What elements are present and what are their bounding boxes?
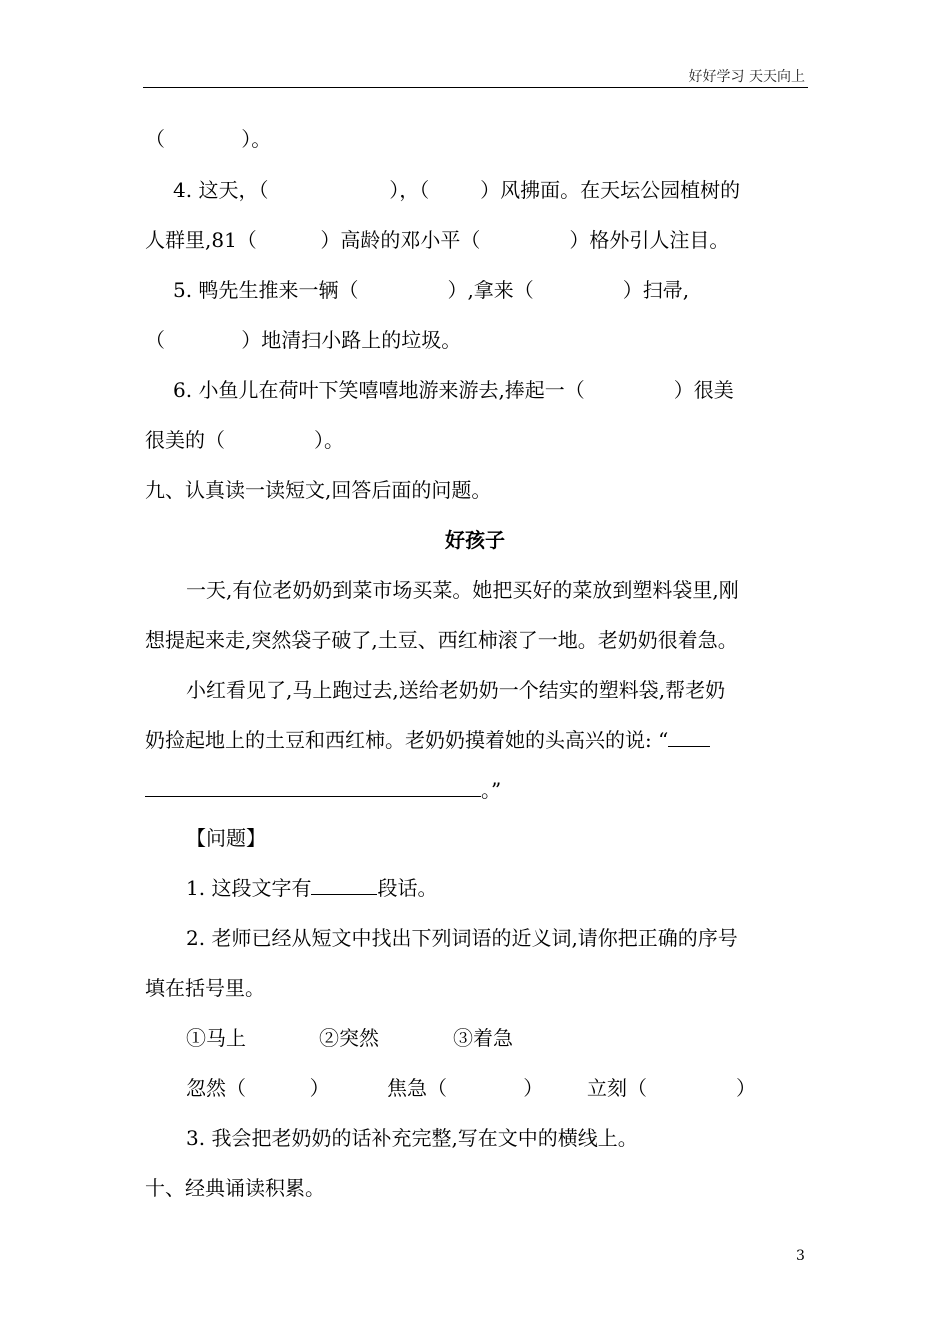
page-number: 3 <box>796 1248 805 1264</box>
passage-p2-line-1: 小红看见了,马上跑过去,送给老奶奶一个结实的塑料袋,帮老奶 <box>186 678 726 702</box>
passage-p2-line-3-text: 。” <box>481 778 502 802</box>
passage-p2-line-2 <box>145 726 808 754</box>
answer-blank-quote-end[interactable] <box>145 776 481 797</box>
section-9-heading: 九、认真读一读短文,回答后面的问题。 <box>145 478 492 502</box>
section-10-heading: 十、经典诵读积累。 <box>145 1176 325 1200</box>
question-1 <box>186 874 849 902</box>
passage-title: 好孩子 <box>445 528 505 552</box>
passage-p1-line-2: 想提起来走,突然袋子破了,土豆、西红柿滚了一地。老奶奶很着急。 <box>145 628 738 652</box>
passage-p2-line-2-text: 奶捡起地上的土豆和西红柿。老奶奶摸着她的头高兴的说: “ <box>145 728 669 752</box>
question-2-line-2: 填在括号里。 <box>145 976 265 1000</box>
passage-p1-line-1: 一天,有位老奶奶到菜市场买菜。她把买好的菜放到塑料袋里,刚 <box>186 578 739 602</box>
option-3: ③着急 <box>453 1026 513 1050</box>
header-motto: 好好学习 天天向上 <box>688 69 805 85</box>
answer-blank-quote-start[interactable] <box>668 726 710 747</box>
question-2-line-1: 2. 老师已经从短文中找出下列词语的近义词,请你把正确的序号 <box>186 926 738 950</box>
blank-line-continuation: （ ）。 <box>145 127 272 151</box>
match-suddenly[interactable]: 忽然（ ） <box>186 1076 330 1100</box>
questions-label: 【问题】 <box>186 826 266 850</box>
item-5-line-2: （ ）地清扫小路上的垃圾。 <box>145 328 462 352</box>
item-5-line-1: 5. 鸭先生推来一辆（ ）,拿来（ ）扫帚, <box>173 278 690 302</box>
item-4-line-2: 人群里,81（ ）高龄的邓小平（ ）格外引人注目。 <box>145 228 730 252</box>
item-4-line-1: 4. 这天，（ ），（ ）风拂面。在天坛公园植树的 <box>173 178 741 202</box>
item-6-line-2: 很美的（ ）。 <box>145 428 345 452</box>
match-immediately[interactable]: 立刻（ ） <box>587 1076 757 1100</box>
question-1-suffix: 段话。 <box>377 876 438 900</box>
option-1: ①马上 <box>186 1026 246 1050</box>
question-1-text: 1. 这段文字有 <box>186 876 312 900</box>
item-6-line-1: 6. 小鱼儿在荷叶下笑嘻嘻地游来游去,捧起一（ ）很美 <box>173 378 734 402</box>
answer-blank-paragraph-count[interactable] <box>311 874 377 895</box>
match-anxious[interactable]: 焦急（ ） <box>387 1076 544 1100</box>
passage-p2-line-3 <box>145 776 808 804</box>
question-3: 3. 我会把老奶奶的话补充完整,写在文中的横线上。 <box>186 1126 638 1150</box>
header-divider <box>143 87 808 88</box>
option-2: ②突然 <box>319 1026 379 1050</box>
